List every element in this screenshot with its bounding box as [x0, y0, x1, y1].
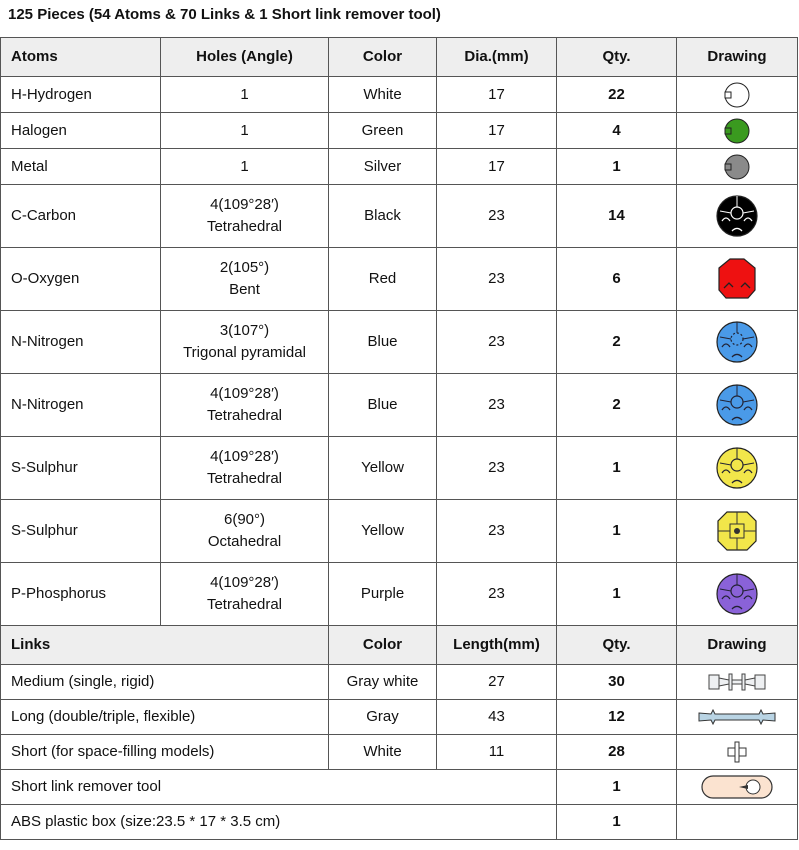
drawing-header: Drawing	[677, 38, 798, 77]
nitrogen-pyramidal-atom-icon	[677, 311, 798, 374]
atoms-header-row	[1, 38, 798, 77]
link-color: Gray	[329, 700, 437, 735]
atom-holes	[161, 374, 329, 437]
sulphur-tetrahedral-atom-icon	[677, 437, 798, 500]
atom-geometry: Tetrahedral	[206, 407, 283, 424]
atom-holes	[161, 311, 329, 374]
atom-name: H-Hydrogen	[1, 77, 161, 113]
extra-quantity: 1	[557, 770, 677, 805]
atom-color: Yellow	[329, 437, 437, 500]
medium-link-icon	[677, 665, 798, 700]
page-title: 125 Pieces (54 Atoms & 70 Links & 1 Short link remover tool)	[8, 6, 441, 23]
atom-color: Black	[329, 185, 437, 248]
atom-holes-count: 3(107°)	[219, 322, 270, 339]
link-length: 11	[437, 735, 557, 770]
atom-name: O-Oxygen	[1, 248, 161, 311]
atom-geometry: Bent	[229, 281, 260, 298]
atom-diameter: 23	[437, 437, 557, 500]
atom-holes-count: 1	[240, 85, 249, 103]
link-name: Short (for space-filling models)	[1, 735, 329, 770]
atom-geometry: Tetrahedral	[206, 218, 283, 235]
atom-geometry: Trigonal pyramidal	[183, 344, 306, 361]
atom-color: Green	[329, 113, 437, 149]
atom-quantity: 14	[557, 185, 677, 248]
link-row	[1, 700, 798, 735]
atom-row	[1, 113, 798, 149]
halogen-atom-icon	[677, 113, 798, 149]
sulphur-octahedral-atom-icon	[677, 500, 798, 563]
atom-holes	[161, 437, 329, 500]
link-quantity: 12	[557, 700, 677, 735]
atom-quantity: 2	[557, 374, 677, 437]
links-header-row	[1, 626, 798, 665]
extra-name: ABS plastic box (size:23.5 * 17 * 3.5 cm)	[1, 805, 557, 840]
link-quantity: 28	[557, 735, 677, 770]
links-header: Links	[1, 626, 329, 665]
link-color-header: Color	[329, 626, 437, 665]
atom-holes	[161, 113, 329, 149]
atom-color: Blue	[329, 311, 437, 374]
qty-header: Qty.	[557, 38, 677, 77]
atom-holes-count: 1	[240, 121, 249, 139]
nitrogen-tetrahedral-atom-icon	[677, 374, 798, 437]
atom-name: P-Phosphorus	[1, 563, 161, 626]
atom-row	[1, 374, 798, 437]
extra-row	[1, 805, 798, 840]
atom-row	[1, 311, 798, 374]
link-color: Gray white	[329, 665, 437, 700]
atom-holes	[161, 500, 329, 563]
dia-header: Dia.(mm)	[437, 38, 557, 77]
parts-table	[0, 37, 798, 840]
atom-holes-count: 4(109°28′)	[210, 196, 279, 213]
atoms-header: Atoms	[1, 38, 161, 77]
atom-row	[1, 149, 798, 185]
carbon-atom-icon	[677, 185, 798, 248]
atom-name: N-Nitrogen	[1, 311, 161, 374]
atom-holes-count: 1	[240, 157, 249, 175]
atom-name: N-Nitrogen	[1, 374, 161, 437]
atom-quantity: 22	[557, 77, 677, 113]
extra-quantity: 1	[557, 805, 677, 840]
atom-color: White	[329, 77, 437, 113]
atom-color: Blue	[329, 374, 437, 437]
atom-color: Purple	[329, 563, 437, 626]
atom-holes	[161, 563, 329, 626]
atom-holes-count: 4(109°28′)	[210, 448, 279, 465]
atom-row	[1, 77, 798, 113]
atom-quantity: 1	[557, 149, 677, 185]
atom-holes	[161, 77, 329, 113]
atom-row	[1, 563, 798, 626]
link-color: White	[329, 735, 437, 770]
extra-drawing	[677, 805, 798, 840]
atom-name: Halogen	[1, 113, 161, 149]
metal-atom-icon	[677, 149, 798, 185]
short-link-icon	[677, 735, 798, 770]
atom-holes-count: 2(105°)	[219, 259, 270, 276]
link-length: 43	[437, 700, 557, 735]
atom-color: Yellow	[329, 500, 437, 563]
long-link-icon	[677, 700, 798, 735]
link-name: Medium (single, rigid)	[1, 665, 329, 700]
atom-quantity: 1	[557, 500, 677, 563]
link-drawing-header: Drawing	[677, 626, 798, 665]
atom-diameter: 17	[437, 77, 557, 113]
holes-header: Holes (Angle)	[161, 38, 329, 77]
atom-name: C-Carbon	[1, 185, 161, 248]
color-header: Color	[329, 38, 437, 77]
atom-quantity: 1	[557, 563, 677, 626]
atom-quantity: 2	[557, 311, 677, 374]
phosphorus-atom-icon	[677, 563, 798, 626]
atom-name: S-Sulphur	[1, 500, 161, 563]
atom-holes-count: 4(109°28′)	[210, 574, 279, 591]
parts-table-body	[1, 38, 798, 840]
link-remover-tool-icon	[677, 770, 798, 805]
link-length: 27	[437, 665, 557, 700]
link-row	[1, 665, 798, 700]
oxygen-atom-icon	[677, 248, 798, 311]
link-qty-header: Qty.	[557, 626, 677, 665]
extra-row	[1, 770, 798, 805]
atom-holes	[161, 185, 329, 248]
hydrogen-atom-icon	[677, 77, 798, 113]
atom-row	[1, 248, 798, 311]
atom-diameter: 23	[437, 311, 557, 374]
atom-color: Red	[329, 248, 437, 311]
atom-color: Silver	[329, 149, 437, 185]
link-name: Long (double/triple, flexible)	[1, 700, 329, 735]
link-quantity: 30	[557, 665, 677, 700]
atom-diameter: 23	[437, 185, 557, 248]
atom-diameter: 23	[437, 500, 557, 563]
atom-diameter: 23	[437, 563, 557, 626]
atom-holes	[161, 149, 329, 185]
link-row	[1, 735, 798, 770]
atom-quantity: 4	[557, 113, 677, 149]
atom-geometry: Octahedral	[207, 533, 282, 550]
atom-geometry: Tetrahedral	[206, 470, 283, 487]
atom-diameter: 17	[437, 149, 557, 185]
atom-name: S-Sulphur	[1, 437, 161, 500]
atom-holes-count: 6(90°)	[223, 511, 265, 528]
atom-name: Metal	[1, 149, 161, 185]
length-header: Length(mm)	[437, 626, 557, 665]
atom-diameter: 23	[437, 248, 557, 311]
atom-quantity: 6	[557, 248, 677, 311]
extra-name: Short link remover tool	[1, 770, 557, 805]
atom-holes	[161, 248, 329, 311]
atom-row	[1, 437, 798, 500]
atom-geometry: Tetrahedral	[206, 596, 283, 613]
atom-holes-count: 4(109°28′)	[210, 385, 279, 402]
atom-diameter: 23	[437, 374, 557, 437]
atom-row	[1, 185, 798, 248]
atom-quantity: 1	[557, 437, 677, 500]
atom-row	[1, 500, 798, 563]
atom-diameter: 17	[437, 113, 557, 149]
